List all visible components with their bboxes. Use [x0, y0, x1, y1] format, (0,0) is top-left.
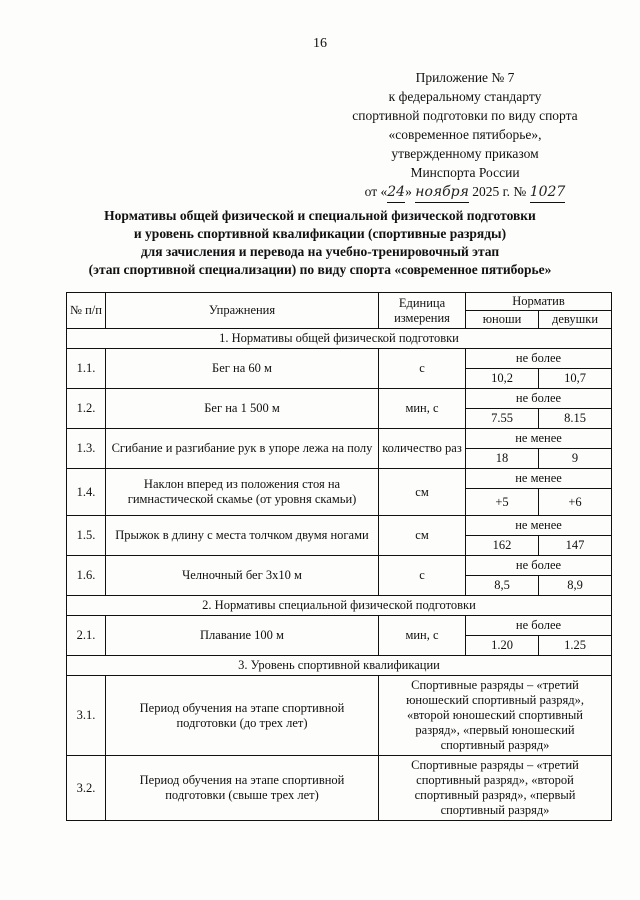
row-qualification: Спортивные разряды – «третий спортивный разряд», «второй спортивный разряд», «первый спортивный разряд»: [379, 756, 612, 821]
appendix-block: [300, 68, 630, 203]
row-unit: мин, с: [379, 616, 466, 656]
row-unit: с: [379, 556, 466, 596]
section-title: 2. Нормативы специальной физической подготовки: [67, 596, 612, 616]
order-date-line: [300, 182, 630, 203]
appendix-line: Минспорта России: [410, 165, 520, 180]
row-limit: не менее: [466, 516, 612, 536]
order-prefix: от «: [364, 184, 388, 199]
row-exercise: Наклон вперед из положения стоя на гимнастической скамье (от уровня скамьи): [106, 469, 379, 516]
row-unit: количество раз: [379, 429, 466, 469]
order-day-handwritten: 24: [387, 183, 405, 203]
row-boys: 7.55: [466, 409, 539, 429]
row-limit: не более: [466, 389, 612, 409]
row-num: 3.1.: [67, 676, 106, 756]
row-limit: не более: [466, 616, 612, 636]
row-unit: мин, с: [379, 389, 466, 429]
row-girls: 8,9: [539, 576, 612, 596]
row-boys: 162: [466, 536, 539, 556]
row-num: 1.1.: [67, 349, 106, 389]
document-title: [0, 207, 640, 279]
row-num: 3.2.: [67, 756, 106, 821]
row-exercise: Бег на 1 500 м: [106, 389, 379, 429]
row-limit: не более: [466, 556, 612, 576]
row-limit: не более: [466, 349, 612, 369]
row-unit: с: [379, 349, 466, 389]
row-boys: 1.20: [466, 636, 539, 656]
row-unit: см: [379, 516, 466, 556]
row-exercise: Плавание 100 м: [106, 616, 379, 656]
order-month-handwritten: ноября: [415, 183, 469, 203]
row-limit: не менее: [466, 429, 612, 449]
appendix-line: утвержденному приказом: [391, 146, 539, 161]
row-boys: +5: [466, 489, 539, 516]
header-norm: Норматив: [466, 293, 612, 311]
row-girls: 1.25: [539, 636, 612, 656]
row-num: 1.4.: [67, 469, 106, 516]
row-num: 1.2.: [67, 389, 106, 429]
header-unit: Единица измерения: [379, 293, 466, 329]
row-girls: +6: [539, 489, 612, 516]
row-unit: см: [379, 469, 466, 516]
row-girls: 10,7: [539, 369, 612, 389]
row-num: 1.6.: [67, 556, 106, 596]
row-exercise: Бег на 60 м: [106, 349, 379, 389]
title-line: и уровень спортивной квалификации (спортивные разряды): [133, 226, 507, 241]
order-number-handwritten: 1027: [530, 183, 566, 203]
title-line: Нормативы общей физической и специальной физической подготовки: [104, 208, 536, 223]
row-boys: 10,2: [466, 369, 539, 389]
row-exercise: Период обучения на этапе спортивной подготовки (свыше трех лет): [106, 756, 379, 821]
row-exercise: Челночный бег 3х10 м: [106, 556, 379, 596]
row-boys: 8,5: [466, 576, 539, 596]
row-girls: 8.15: [539, 409, 612, 429]
order-mid: »: [405, 184, 412, 199]
section-title: 3. Уровень спортивной квалификации: [67, 656, 612, 676]
appendix-line: спортивной подготовки по виду спорта: [352, 108, 578, 123]
row-num: 1.5.: [67, 516, 106, 556]
appendix-line: к федеральному стандарту: [388, 89, 542, 104]
row-qualification: Спортивные разряды – «третий юношеский спортивный разряд», «второй юношеский спортивный разряд», «первый юношеский спортивный разряд»: [379, 676, 612, 756]
header-exercise: Упражнения: [106, 293, 379, 329]
norms-table: [66, 292, 612, 821]
header-girls: девушки: [539, 311, 612, 329]
row-limit: не менее: [466, 469, 612, 489]
row-exercise: Период обучения на этапе спортивной подготовки (до трех лет): [106, 676, 379, 756]
order-year: 2025 г. №: [472, 184, 527, 199]
title-line: для зачисления и перевода на учебно-тренировочный этап: [140, 244, 500, 259]
header-boys: юноши: [466, 311, 539, 329]
row-boys: 18: [466, 449, 539, 469]
row-exercise: Сгибание и разгибание рук в упоре лежа на полу: [106, 429, 379, 469]
appendix-line: Приложение № 7: [415, 70, 515, 85]
section-title: 1. Нормативы общей физической подготовки: [67, 329, 612, 349]
page-number: 16: [313, 36, 327, 51]
row-girls: 147: [539, 536, 612, 556]
row-num: 1.3.: [67, 429, 106, 469]
title-line: (этап спортивной специализации) по виду спорта «современное пятиборье»: [88, 262, 552, 277]
appendix-line: «современное пятиборье»,: [388, 127, 542, 142]
row-num: 2.1.: [67, 616, 106, 656]
header-num: № п/п: [67, 293, 106, 329]
row-exercise: Прыжок в длину с места толчком двумя ногами: [106, 516, 379, 556]
row-girls: 9: [539, 449, 612, 469]
